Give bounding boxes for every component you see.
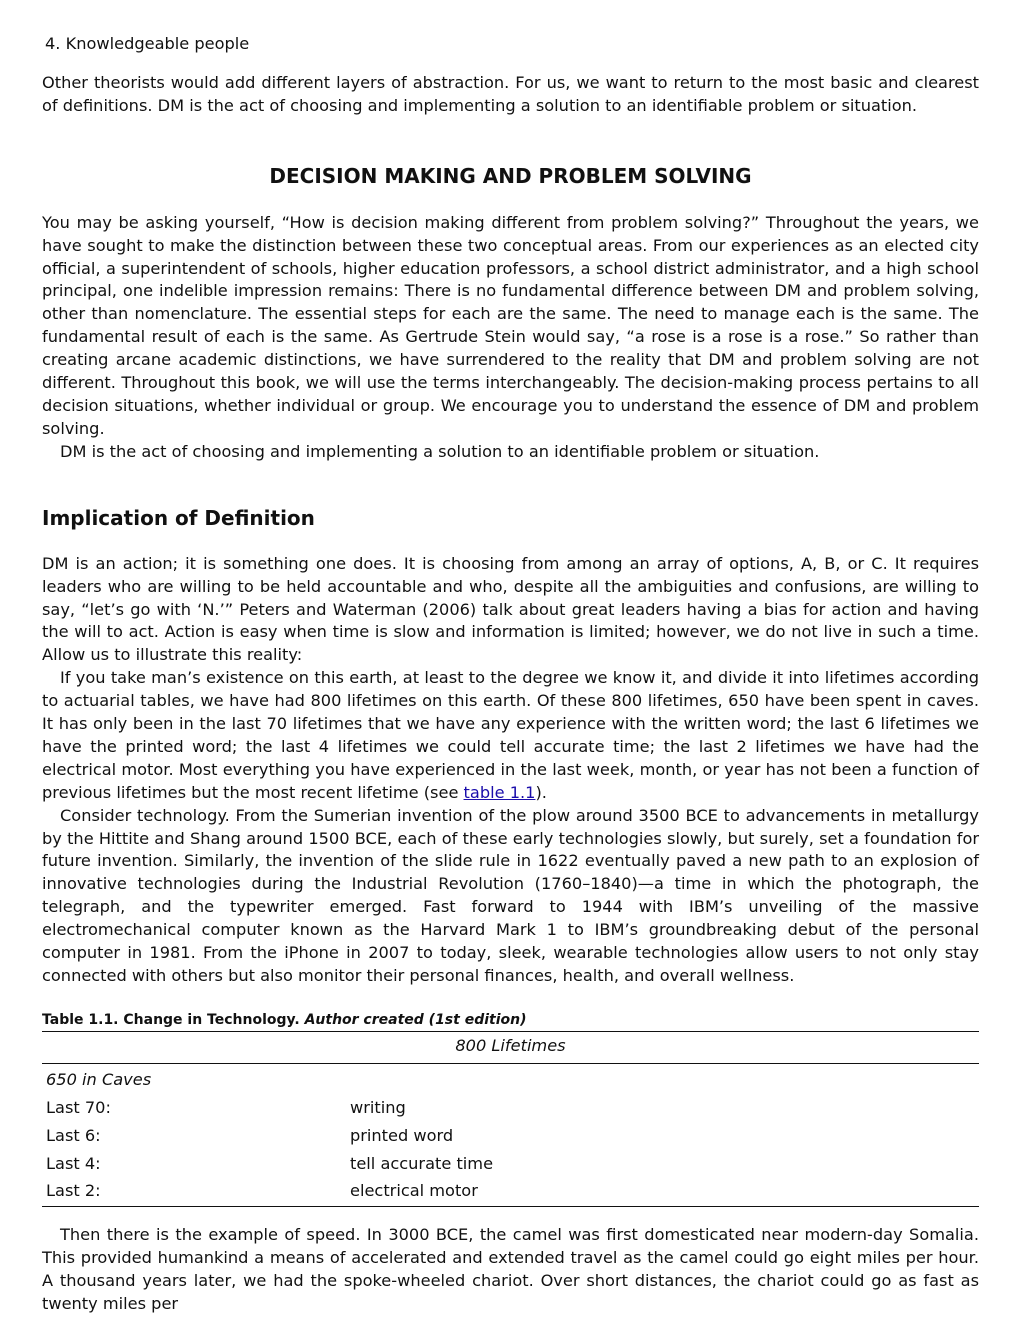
body-paragraph: Consider technology. From the Sumerian invention of the plow around 3500 BCE to advancements in metallurgy by the Hittite and Shang around 1500 BCE, each of these early technologies slowly, but surely, set a foundation for future invention. Similarly, the invention of the slide rule in 1622 eventually paved a new path to an explosion of innovative technologies during the Industrial Revolution (1760–1840)—a time in which the photograph, the telegraph, and the typewriter emerged. Fast forward to 1944 with IBM’s unveiling of the massive electromechanical computer known as the Harvard Mark 1 to IBM’s groundbreaking debut of the personal computer in 1981. From the iPhone in 2007 to today, sleek, wearable technologies allow users to not only stay connected with others but also monitor their personal finances, health, and overall wellness. bbox=[42, 805, 979, 985]
list-item: 4. Knowledgeable people bbox=[45, 34, 250, 53]
body-paragraph bbox=[42, 667, 979, 804]
table-caption-title: Table 1.1. Change in Technology. bbox=[42, 1011, 300, 1028]
table-caption bbox=[42, 1010, 979, 1030]
table-row bbox=[42, 1151, 979, 1179]
body-paragraph: Then there is the example of speed. In 3000 BCE, the camel was first domesticated near modern-day Somalia. This provided humankind a means of accelerated and extended travel as the camel could go eight miles per hour. A thousand years later, we had the spoke-wheeled chariot. Over short distances, the chariot could go as fast as twenty miles per bbox=[42, 1225, 979, 1314]
table-cell-value: tell accurate time bbox=[350, 1153, 494, 1173]
table-caption-source: Author created (1st edition) bbox=[304, 1011, 527, 1028]
table-cell-value: electrical motor bbox=[350, 1181, 478, 1201]
table-header: 800 Lifetimes bbox=[42, 1031, 979, 1063]
section-heading-main: DECISION MAKING AND PROBLEM SOLVING bbox=[269, 163, 752, 188]
body-paragraph: You may be asking yourself, “How is decision making different from problem solving?” Throughout the years, we have sought to make the distinction between these two conceptual areas. From our experiences as an elected city official, a superintendent of schools, higher education professors, a school district administrator, and a high school principal, one indelible impression remains: There is no fundamental difference between DM and problem solving, other than nomenclature. The essential steps for each are the same. The need to manage each is the same. The fundamental result of each is the same. As Gertrude Stein would say, “a rose is a rose is a rose.” So rather than creating arcane academic distinctions, we have surrendered to the reality that DM and problem solving are not different. Throughout this book, we will use the terms interchangeably. The decision-making process pertains to all decision situations, whether individual or group. We encourage you to understand the essence of DM and problem solving. bbox=[42, 212, 979, 438]
section-heading-implication: Implication of Definition bbox=[42, 505, 315, 530]
technology-table bbox=[42, 1031, 979, 1207]
paragraph-text: If you take man’s existence on this earth, at least to the degree we know it, and divide it into lifetimes according to actuarial tables, we have had 800 lifetimes on this earth. Of these 800 lifetimes, 650 have been spent in caves. It has only been in the last 70 lifetimes that we have any experience with the written word; the last 6 lifetimes we have the printed word; the last 4 lifetimes we could tell accurate time; the last 2 lifetimes we have had the electrical motor. Most everything you have experienced in the last week, month, or year has not been a function of previous lifetimes but the most recent lifetime (see bbox=[42, 668, 979, 802]
table-reference-link[interactable]: table 1.1 bbox=[463, 782, 536, 802]
table-cell-label: Last 4: bbox=[46, 1153, 101, 1173]
table-cell-label: Last 6: bbox=[46, 1125, 101, 1145]
table-cell-value: printed word bbox=[350, 1125, 454, 1145]
table-subheader: 650 in Caves bbox=[46, 1069, 152, 1089]
table-cell-value: writing bbox=[350, 1097, 406, 1117]
body-paragraph: DM is an action; it is something one does. It is choosing from among an array of options, A, B, or C. It requires leaders who are willing to be held accountable and who, despite all the ambiguities and confusions, are willing to say, “let’s go with ‘N.’” Peters and Waterman (2006) talk about great leaders having a bias for action and having the will to act. Action is easy when time is slow and information is limited; however, we do not live in such a time. Allow us to illustrate this reality: bbox=[42, 553, 979, 665]
table-row bbox=[42, 1095, 979, 1123]
table-cell-label: Last 2: bbox=[46, 1181, 101, 1201]
paragraph-text: ). bbox=[535, 782, 547, 802]
table-row bbox=[42, 1063, 979, 1094]
table-cell-label: Last 70: bbox=[46, 1097, 111, 1117]
body-paragraph: DM is the act of choosing and implementing a solution to an identifiable problem or situation. bbox=[60, 441, 820, 461]
table-row bbox=[42, 1178, 979, 1206]
table-row bbox=[42, 1123, 979, 1151]
intro-paragraph: Other theorists would add different layers of abstraction. For us, we want to return to the most basic and clearest of definitions. DM is the act of choosing and implementing a solution to an identifiable problem or situation. bbox=[42, 72, 979, 115]
